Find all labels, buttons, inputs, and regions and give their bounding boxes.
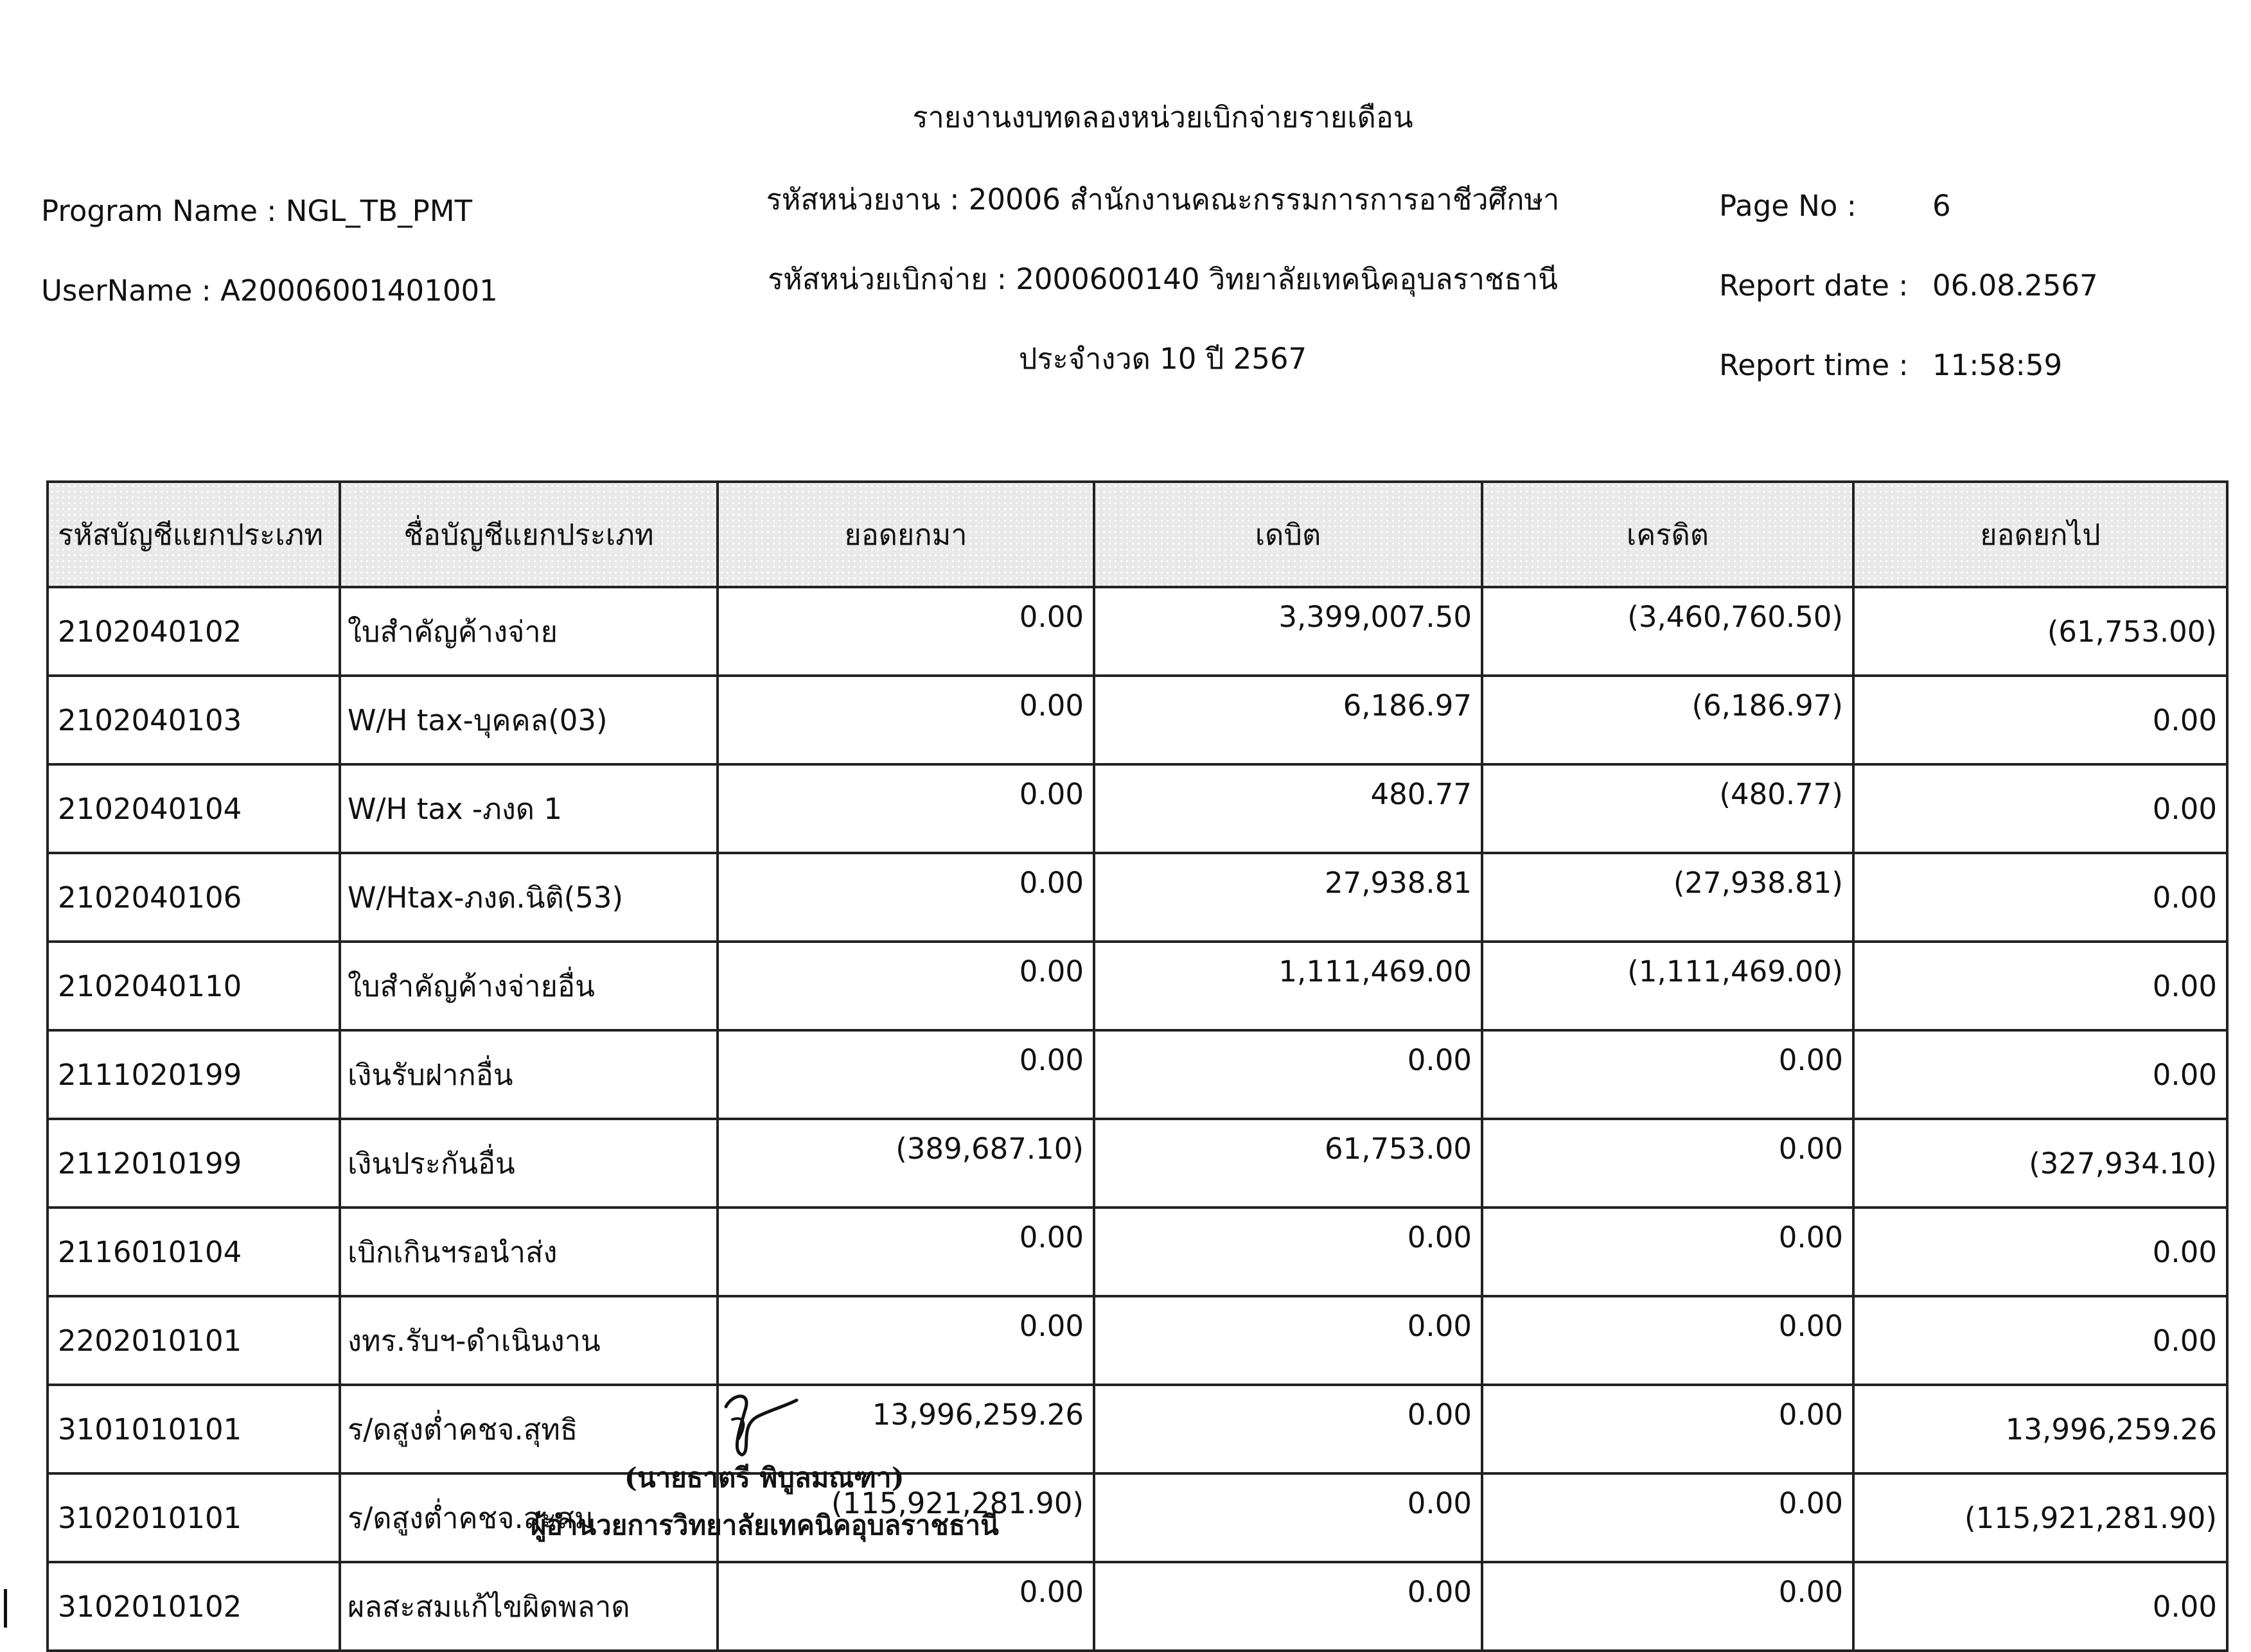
cell-debit: 0.00 <box>1094 1030 1482 1119</box>
cell-carried-forward: (61,753.00) <box>1853 587 2227 676</box>
cell-carried-forward: 0.00 <box>1853 1296 2227 1385</box>
cell-code: 2102040110 <box>48 942 340 1030</box>
col-header-account-name: ชื่อบัญชีแยกประเภท <box>340 482 718 587</box>
cell-credit: (3,460,760.50) <box>1482 587 1853 676</box>
trial-balance-table <box>46 480 2229 1652</box>
cell-debit: 480.77 <box>1094 764 1482 853</box>
agency-line: รหัสหน่วยงาน : 20006 สำนักงานคณะกรรมการการอาชีวศึกษา <box>766 182 1560 216</box>
cell-carried-forward: 13,996,259.26 <box>1853 1385 2227 1473</box>
cell-code: 3102010102 <box>48 1562 340 1651</box>
cell-credit: 0.00 <box>1482 1473 1853 1562</box>
table-row <box>48 1030 2227 1119</box>
table-header-row <box>48 482 2227 587</box>
user-name: UserName : A20006001401001 <box>41 274 498 308</box>
cell-name: ผลสะสมแก้ไขผิดพลาด <box>340 1562 718 1651</box>
cell-carried-forward: 0.00 <box>1853 764 2227 853</box>
cell-name: W/H tax-บุคคล(03) <box>340 676 718 764</box>
disbursement-unit-line: รหัสหน่วยเบิกจ่าย : 2000600140 วิทยาลัยเทคนิคอุบลราชธานี <box>767 262 1558 296</box>
signatory-position: ผู้อำนวยการวิทยาลัยเทคนิคอุบลราชธานี <box>531 1509 999 1541</box>
signatory-name: (นายธาตรี พิบูลมณฑา) <box>624 1462 905 1493</box>
cell-name: เบิกเกินฯรอนำส่ง <box>340 1208 718 1296</box>
cell-credit: 0.00 <box>1482 1562 1853 1651</box>
cell-debit: 6,186.97 <box>1094 676 1482 764</box>
cell-credit: 0.00 <box>1482 1385 1853 1473</box>
page-label: Page No : <box>1719 189 1857 223</box>
cell-credit: (1,111,469.00) <box>1482 942 1853 1030</box>
cell-brought-forward: 0.00 <box>718 942 1094 1030</box>
cell-brought-forward: 0.00 <box>718 1208 1094 1296</box>
cell-credit: (6,186.97) <box>1482 676 1853 764</box>
cell-debit: 27,938.81 <box>1094 853 1482 942</box>
report-time-value: 11:58:59 <box>1932 348 2063 382</box>
table-row <box>48 1385 2227 1473</box>
signature-scribble <box>713 1381 803 1464</box>
cell-code: 2112010199 <box>48 1119 340 1208</box>
cell-code: 2102040106 <box>48 853 340 942</box>
col-header-debit: เดบิต <box>1094 482 1482 587</box>
cell-debit: 0.00 <box>1094 1385 1482 1473</box>
table-row <box>48 1562 2227 1651</box>
table-row <box>48 676 2227 764</box>
cell-name: ร/ดสูงต่ำคชจ.สุทธิ <box>340 1385 718 1473</box>
cell-debit: 1,111,469.00 <box>1094 942 1482 1030</box>
table-row <box>48 587 2227 676</box>
cell-code: 2102040104 <box>48 764 340 853</box>
cell-brought-forward: 0.00 <box>718 853 1094 942</box>
cell-carried-forward: 0.00 <box>1853 1208 2227 1296</box>
scan-edge-mark <box>4 1589 7 1628</box>
table-row <box>48 1296 2227 1385</box>
table-body <box>48 587 2227 1651</box>
table-row <box>48 853 2227 942</box>
report-title: รายงานงบทดลองหน่วยเบิกจ่ายรายเดือน <box>912 100 1413 134</box>
report-date-value: 06.08.2567 <box>1932 268 2098 303</box>
cell-brought-forward: 0.00 <box>718 587 1094 676</box>
program-name: Program Name : NGL_TB_PMT <box>41 194 473 228</box>
table-row <box>48 1208 2227 1296</box>
cell-brought-forward: 0.00 <box>718 764 1094 853</box>
table-row <box>48 942 2227 1030</box>
cell-brought-forward: 13,996,259.26 <box>718 1385 1094 1473</box>
cell-name: เงินรับฝากอื่น <box>340 1030 718 1119</box>
cell-carried-forward: 0.00 <box>1853 853 2227 942</box>
page-value: 6 <box>1932 189 1951 223</box>
cell-name: งทร.รับฯ-ดำเนินงาน <box>340 1296 718 1385</box>
cell-code: 2116010104 <box>48 1208 340 1296</box>
cell-name: W/H tax -ภงด 1 <box>340 764 718 853</box>
cell-credit: (27,938.81) <box>1482 853 1853 942</box>
cell-carried-forward: (327,934.10) <box>1853 1119 2227 1208</box>
report-time-label: Report time : <box>1719 348 1909 382</box>
cell-carried-forward: 0.00 <box>1853 1562 2227 1651</box>
cell-carried-forward: 0.00 <box>1853 1030 2227 1119</box>
cell-debit: 0.00 <box>1094 1296 1482 1385</box>
col-header-account-code: รหัสบัญชีแยกประเภท <box>48 482 340 587</box>
cell-credit: 0.00 <box>1482 1030 1853 1119</box>
cell-name: เงินประกันอื่น <box>340 1119 718 1208</box>
report-date-label: Report date : <box>1719 268 1909 303</box>
col-header-credit: เครดิต <box>1482 482 1853 587</box>
cell-brought-forward: 0.00 <box>718 1562 1094 1651</box>
cell-debit: 0.00 <box>1094 1208 1482 1296</box>
cell-debit: 0.00 <box>1094 1562 1482 1651</box>
cell-credit: (480.77) <box>1482 764 1853 853</box>
cell-code: 2102040103 <box>48 676 340 764</box>
cell-carried-forward: (115,921,281.90) <box>1853 1473 2227 1562</box>
table-row <box>48 1473 2227 1562</box>
cell-brought-forward: 0.00 <box>718 676 1094 764</box>
col-header-carried-forward: ยอดยกไป <box>1853 482 2227 587</box>
cell-debit: 3,399,007.50 <box>1094 587 1482 676</box>
period-line: ประจำงวด 10 ปี 2567 <box>1018 342 1307 376</box>
cell-name: ใบสำคัญค้างจ่าย <box>340 587 718 676</box>
cell-code: 3102010101 <box>48 1473 340 1562</box>
cell-name: ร/ดสูงต่ำคชจ.สะสม <box>340 1473 718 1562</box>
cell-carried-forward: 0.00 <box>1853 676 2227 764</box>
cell-carried-forward: 0.00 <box>1853 942 2227 1030</box>
cell-code: 2202010101 <box>48 1296 340 1385</box>
cell-credit: 0.00 <box>1482 1208 1853 1296</box>
cell-code: 2102040102 <box>48 587 340 676</box>
cell-credit: 0.00 <box>1482 1119 1853 1208</box>
cell-code: 3101010101 <box>48 1385 340 1473</box>
cell-brought-forward: (115,921,281.90) <box>718 1473 1094 1562</box>
cell-code: 2111020199 <box>48 1030 340 1119</box>
col-header-brought-forward: ยอดยกมา <box>718 482 1094 587</box>
cell-debit: 0.00 <box>1094 1473 1482 1562</box>
cell-name: W/Htax-ภงด.นิติ(53) <box>340 853 718 942</box>
cell-brought-forward: 0.00 <box>718 1296 1094 1385</box>
cell-brought-forward: (389,687.10) <box>718 1119 1094 1208</box>
cell-credit: 0.00 <box>1482 1296 1853 1385</box>
cell-debit: 61,753.00 <box>1094 1119 1482 1208</box>
cell-brought-forward: 0.00 <box>718 1030 1094 1119</box>
table-row <box>48 764 2227 853</box>
table-row <box>48 1119 2227 1208</box>
cell-name: ใบสำคัญค้างจ่ายอื่น <box>340 942 718 1030</box>
